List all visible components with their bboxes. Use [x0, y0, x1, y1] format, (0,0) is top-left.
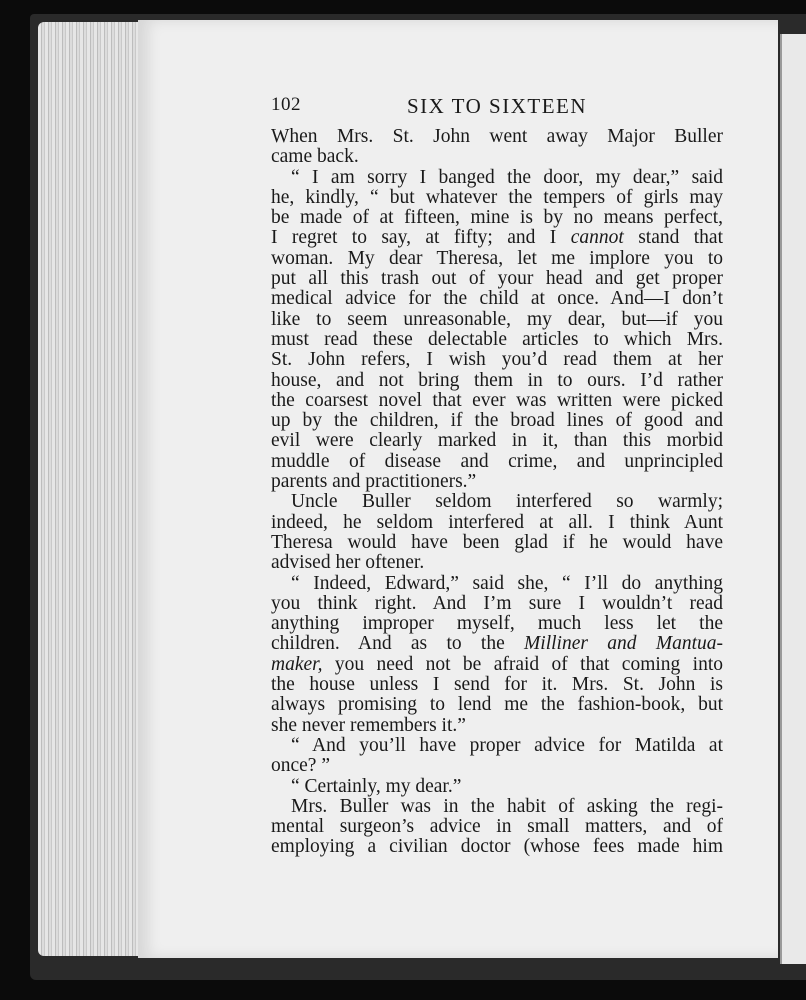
text-line: “ And you’ll have proper advice for Matilda at — [291, 734, 723, 756]
text-line: always promising to lend me the fashion-book, but — [271, 694, 723, 716]
emphasis: cannot — [570, 227, 624, 249]
text-line: maker, you need not be afraid of that coming into — [271, 653, 723, 675]
text-line: must read these delectable articles to which Mrs. — [271, 328, 723, 350]
text-line: employing a civilian doctor (whose fees made him — [271, 836, 723, 858]
text-line: he, kindly, “ but whatever the tempers of girls may — [271, 186, 723, 208]
text-line: up by the children, if the broad lines of good and — [271, 410, 723, 432]
text-line: you think right. And I’m sure I wouldn’t read — [271, 592, 723, 614]
running-title: SIX TO SIXTEEN — [406, 94, 588, 118]
facing-page-edge — [780, 34, 806, 964]
text-line: indeed, he seldom interfered at all. I think Aunt — [271, 511, 723, 533]
text-line: the house unless I send for it. Mrs. St. John is — [271, 674, 723, 696]
text-line: children. And as to the Milliner and Mantua- — [271, 633, 723, 655]
page-number: 102 — [271, 94, 301, 115]
text-line: When Mrs. St. John went away Major Buller — [271, 126, 723, 147]
page-edges — [38, 22, 146, 956]
text-line: Mrs. Buller was in the habit of asking the regi- — [291, 795, 723, 817]
text-line: the coarsest novel that ever was written were picked — [271, 389, 723, 411]
text-line: be made of at fifteen, mine is by no means perfect, — [271, 207, 723, 229]
text-line: St. John refers, I wish you’d read them at her — [271, 349, 723, 371]
text-line: came back. — [271, 146, 359, 168]
text-line: advised her oftener. — [271, 552, 425, 574]
text-line: anything improper myself, much less let the — [271, 613, 723, 635]
body-text — [271, 127, 723, 858]
text-line: she never remembers it.” — [271, 714, 466, 736]
text-line: house, and not bring them in to ours. I’d rather — [271, 369, 723, 391]
text-line: Theresa would have been glad if he would have — [271, 531, 723, 553]
text-line: like to seem unreasonable, my dear, but—if you — [271, 308, 723, 330]
page-header — [271, 94, 723, 122]
text-line: “ Certainly, my dear.” — [291, 775, 462, 797]
emphasis: Milliner and Mantua- — [524, 633, 723, 655]
text-line: “ I am sorry I banged the door, my dear,” said — [291, 166, 723, 188]
text-line: Uncle Buller seldom interfered so warmly; — [291, 491, 723, 513]
text-line: mental surgeon’s advice in small matters, and of — [271, 816, 723, 838]
text-line: once? ” — [271, 755, 330, 777]
text-line: I regret to say, at fifty; and I cannot stand that — [271, 227, 723, 249]
text-line: “ Indeed, Edward,” said she, “ I’ll do anything — [291, 572, 723, 594]
text-line: put all this trash out of your head and get proper — [271, 268, 723, 290]
text-line: parents and practitioners.” — [271, 471, 477, 493]
text-line: evil were clearly marked in it, than this morbid — [271, 430, 723, 452]
text-line: medical advice for the child at once. And—I don’t — [271, 288, 723, 310]
text-line: woman. My dear Theresa, let me implore you to — [271, 247, 723, 269]
text-line: muddle of disease and crime, and unprincipled — [271, 450, 723, 472]
emphasis: maker, — [271, 653, 323, 675]
